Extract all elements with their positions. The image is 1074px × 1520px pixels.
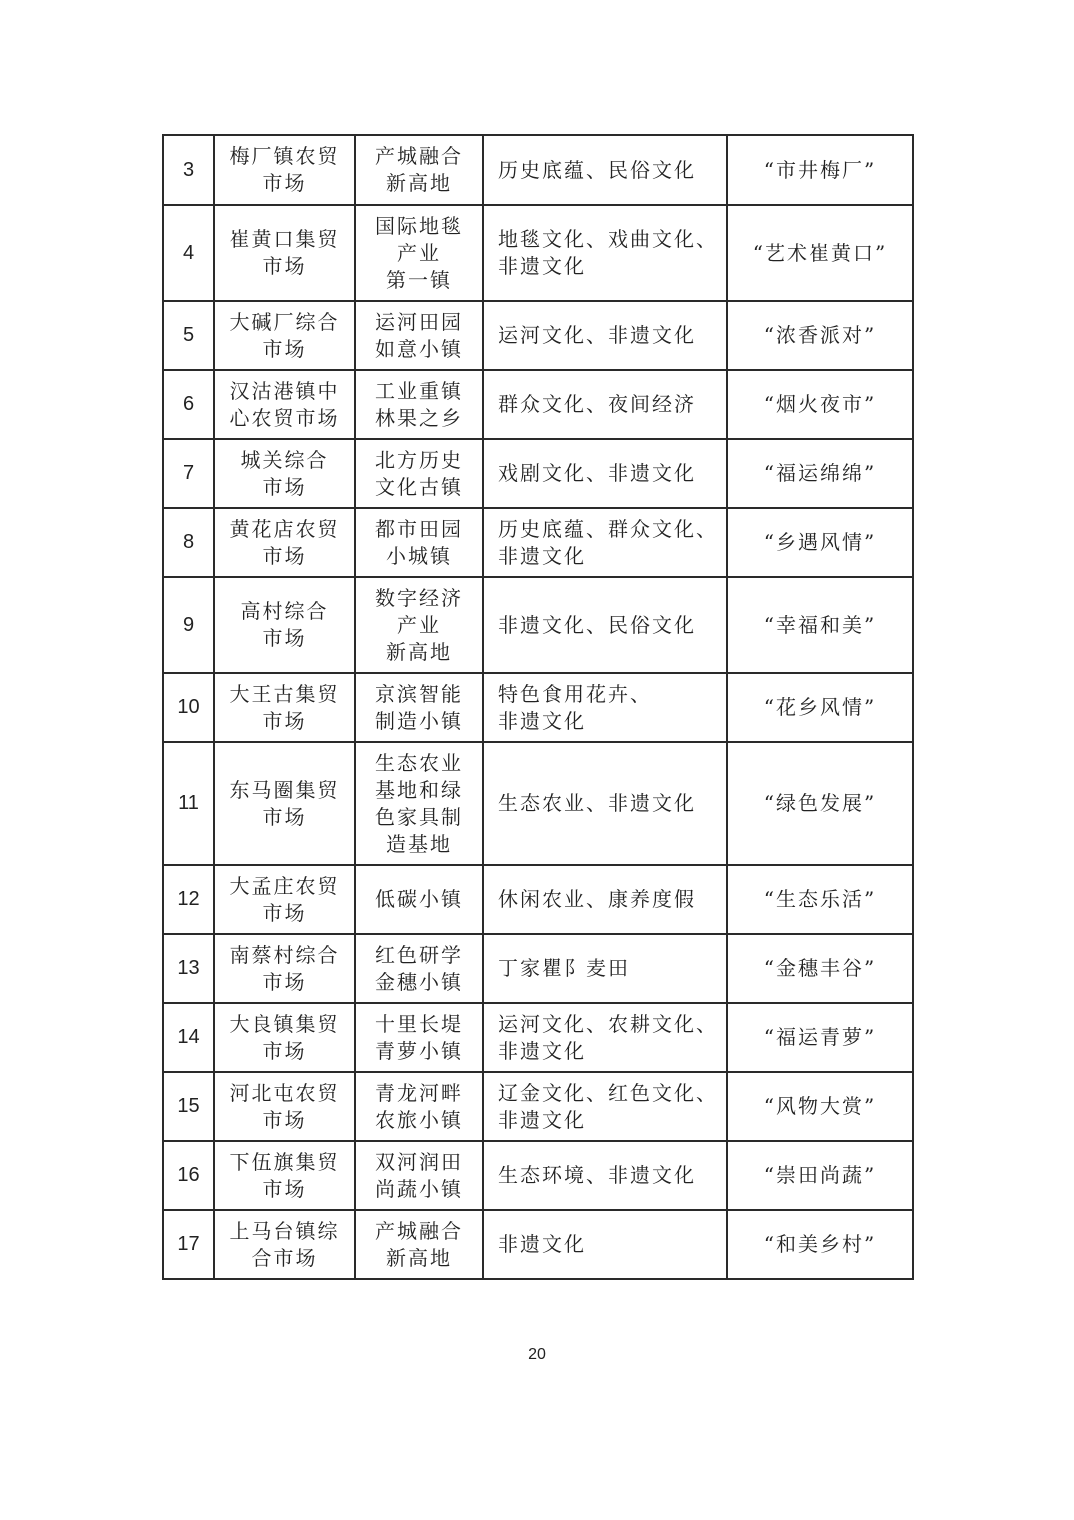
row-number: 7	[163, 439, 214, 508]
row-number: 12	[163, 865, 214, 934]
town-positioning: 产城融合 新高地	[355, 135, 483, 205]
table-row	[163, 205, 913, 301]
table-row	[163, 1210, 913, 1279]
row-number: 5	[163, 301, 214, 370]
row-number: 10	[163, 673, 214, 742]
cultural-feature: 运河文化、农耕文化、 非遗文化	[483, 1003, 727, 1072]
cultural-feature: 生态农业、非遗文化	[483, 742, 727, 865]
row-number: 4	[163, 205, 214, 301]
table-row	[163, 742, 913, 865]
market-name: 东马圈集贸 市场	[214, 742, 355, 865]
market-name: 下伍旗集贸 市场	[214, 1141, 355, 1210]
row-number: 17	[163, 1210, 214, 1279]
cultural-feature: 非遗文化	[483, 1210, 727, 1279]
row-number: 15	[163, 1072, 214, 1141]
theme-name: “乡遇风情”	[727, 508, 913, 577]
market-name: 崔黄口集贸 市场	[214, 205, 355, 301]
town-positioning: 青龙河畔 农旅小镇	[355, 1072, 483, 1141]
theme-name: “风物大赏”	[727, 1072, 913, 1141]
table-row	[163, 934, 913, 1003]
table-row	[163, 1072, 913, 1141]
cultural-feature: 戏剧文化、非遗文化	[483, 439, 727, 508]
market-name: 大孟庄农贸 市场	[214, 865, 355, 934]
town-positioning: 工业重镇 林果之乡	[355, 370, 483, 439]
market-name: 大碱厂综合 市场	[214, 301, 355, 370]
cultural-feature: 辽金文化、红色文化、 非遗文化	[483, 1072, 727, 1141]
theme-name: “浓香派对”	[727, 301, 913, 370]
row-number: 13	[163, 934, 214, 1003]
row-number: 14	[163, 1003, 214, 1072]
cultural-feature: 非遗文化、民俗文化	[483, 577, 727, 673]
town-positioning: 数字经济 产业 新高地	[355, 577, 483, 673]
row-number: 3	[163, 135, 214, 205]
market-name: 南蔡村综合 市场	[214, 934, 355, 1003]
market-culture-table	[162, 134, 914, 1280]
town-positioning: 低碳小镇	[355, 865, 483, 934]
theme-name: “生态乐活”	[727, 865, 913, 934]
cultural-feature: 运河文化、非遗文化	[483, 301, 727, 370]
cultural-feature: 历史底蕴、民俗文化	[483, 135, 727, 205]
table-row	[163, 577, 913, 673]
market-name: 上马台镇综 合市场	[214, 1210, 355, 1279]
table-row	[163, 865, 913, 934]
theme-name: “艺术崔黄口”	[727, 205, 913, 301]
market-name: 大王古集贸 市场	[214, 673, 355, 742]
town-positioning: 红色研学 金穗小镇	[355, 934, 483, 1003]
table-row	[163, 1003, 913, 1072]
theme-name: “花乡风情”	[727, 673, 913, 742]
market-name: 高村综合 市场	[214, 577, 355, 673]
cultural-feature: 特色食用花卉、 非遗文化	[483, 673, 727, 742]
market-name: 河北屯农贸 市场	[214, 1072, 355, 1141]
table-row	[163, 370, 913, 439]
cultural-feature: 地毯文化、戏曲文化、 非遗文化	[483, 205, 727, 301]
theme-name: “福运青萝”	[727, 1003, 913, 1072]
market-name: 大良镇集贸 市场	[214, 1003, 355, 1072]
row-number: 8	[163, 508, 214, 577]
cultural-feature: 群众文化、夜间经济	[483, 370, 727, 439]
theme-name: “市井梅厂”	[727, 135, 913, 205]
table-row	[163, 301, 913, 370]
town-positioning: 十里长堤 青萝小镇	[355, 1003, 483, 1072]
theme-name: “金穗丰谷”	[727, 934, 913, 1003]
table-row	[163, 439, 913, 508]
market-name: 黄花店农贸 市场	[214, 508, 355, 577]
theme-name: “崇田尚蔬”	[727, 1141, 913, 1210]
market-name: 梅厂镇农贸 市场	[214, 135, 355, 205]
market-name: 汉沽港镇中 心农贸市场	[214, 370, 355, 439]
town-positioning: 生态农业 基地和绿 色家具制 造基地	[355, 742, 483, 865]
page-number: 20	[528, 1346, 546, 1363]
market-name: 城关综合 市场	[214, 439, 355, 508]
row-number: 6	[163, 370, 214, 439]
town-positioning: 都市田园 小城镇	[355, 508, 483, 577]
theme-name: “和美乡村”	[727, 1210, 913, 1279]
town-positioning: 运河田园 如意小镇	[355, 301, 483, 370]
town-positioning: 京滨智能 制造小镇	[355, 673, 483, 742]
town-positioning: 双河润田 尚蔬小镇	[355, 1141, 483, 1210]
cultural-feature: 历史底蕴、群众文化、 非遗文化	[483, 508, 727, 577]
table-row	[163, 673, 913, 742]
cultural-feature: 生态环境、非遗文化	[483, 1141, 727, 1210]
theme-name: “绿色发展”	[727, 742, 913, 865]
row-number: 16	[163, 1141, 214, 1210]
table-row	[163, 1141, 913, 1210]
town-positioning: 北方历史 文化古镇	[355, 439, 483, 508]
town-positioning: 国际地毯 产业 第一镇	[355, 205, 483, 301]
cultural-feature: 丁家瞿阝麦田	[483, 934, 727, 1003]
town-positioning: 产城融合 新高地	[355, 1210, 483, 1279]
theme-name: “幸福和美”	[727, 577, 913, 673]
theme-name: “烟火夜市”	[727, 370, 913, 439]
row-number: 9	[163, 577, 214, 673]
cultural-feature: 休闲农业、康养度假	[483, 865, 727, 934]
table-row	[163, 508, 913, 577]
row-number: 11	[163, 742, 214, 865]
theme-name: “福运绵绵”	[727, 439, 913, 508]
table-row	[163, 135, 913, 205]
